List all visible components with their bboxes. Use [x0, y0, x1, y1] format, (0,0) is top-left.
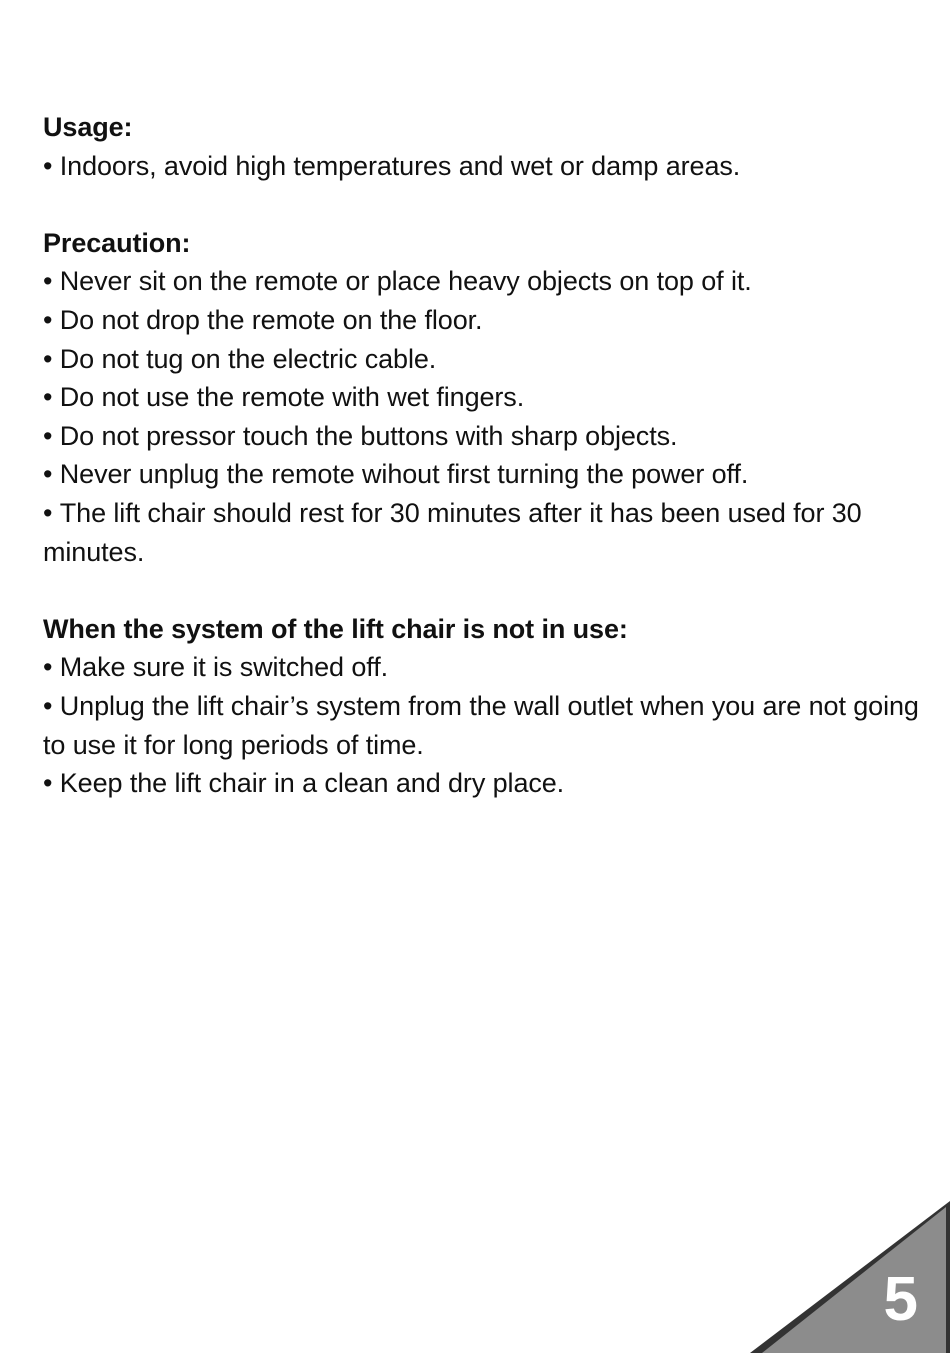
usage-section: [43, 108, 923, 185]
usage-item: • Indoors, avoid high temperatures and wet or damp areas.: [43, 147, 923, 186]
precaution-item: • Do not use the remote with wet fingers.: [43, 378, 923, 417]
precaution-item: • Do not tug on the electric cable.: [43, 340, 923, 379]
precaution-item: • Do not drop the remote on the floor.: [43, 301, 923, 340]
precaution-section: [43, 224, 923, 571]
page-corner-triangle: [750, 1201, 950, 1353]
precaution-list: [43, 262, 923, 571]
usage-list: [43, 147, 923, 186]
not-in-use-section: [43, 610, 923, 803]
precaution-item: • Never unplug the remote wihout first turning the power off.: [43, 455, 923, 494]
precaution-heading: Precaution:: [43, 227, 191, 258]
not-in-use-heading: When the system of the lift chair is not in use:: [43, 613, 628, 644]
page-number: 5: [883, 1265, 918, 1334]
precaution-item: • Do not pressor touch the buttons with sharp objects.: [43, 417, 923, 456]
usage-heading: Usage:: [43, 112, 133, 142]
precaution-item: • Never sit on the remote or place heavy objects on top of it.: [43, 262, 923, 301]
precaution-item: • The lift chair should rest for 30 minutes after it has been used for 30 minutes.: [43, 494, 923, 571]
not-in-use-item: • Make sure it is switched off.: [43, 648, 923, 687]
not-in-use-list: [43, 648, 923, 802]
not-in-use-item: • Unplug the lift chair’s system from the wall outlet when you are not going to use it for long periods of time.: [43, 687, 923, 764]
not-in-use-item: • Keep the lift chair in a clean and dry place.: [43, 764, 923, 803]
page-content: [43, 108, 923, 803]
